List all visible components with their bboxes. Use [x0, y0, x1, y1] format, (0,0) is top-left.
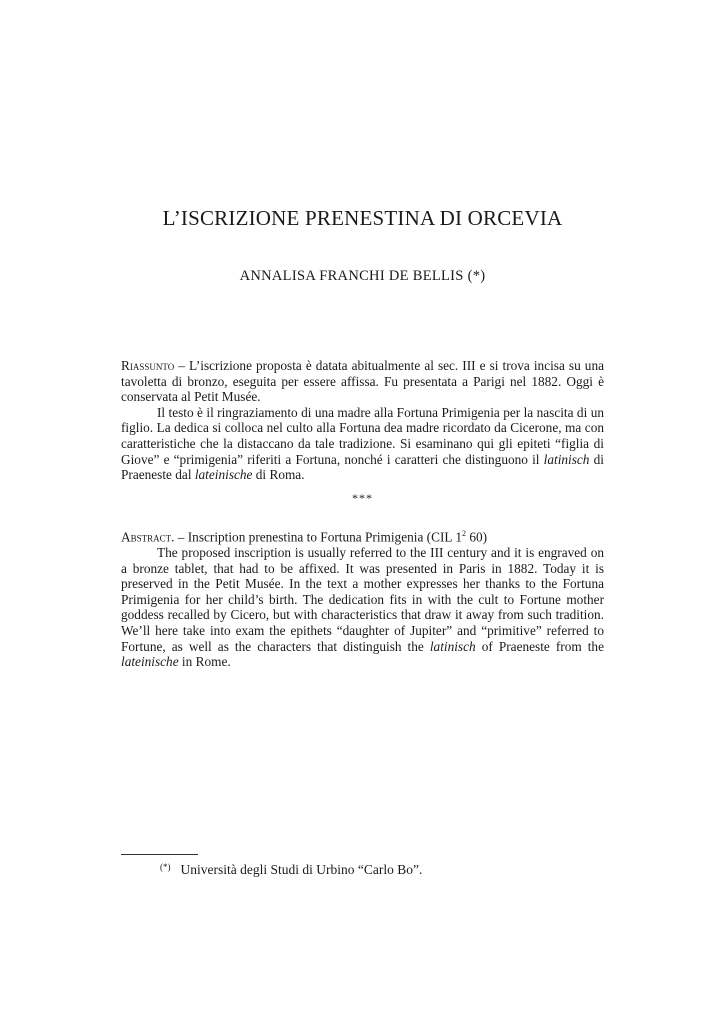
riassunto-text-2c: di Roma.	[252, 467, 305, 483]
riassunto-term-latinisch: latinisch	[543, 451, 590, 467]
abstract-paragraph-1	[121, 545, 604, 670]
abstract-head-end: 60)	[466, 529, 488, 545]
abstract-section	[121, 526, 604, 670]
section-separator: ***	[352, 491, 373, 505]
abstract-head-superscript: 2	[462, 529, 467, 538]
riassunto-text-2a: Il testo è il ringraziamento di una madre alla Fortuna Primigenia per la nascita di un figlio. La dedica si colloca nel culto alla Fortuna dea madre ricordato da Cicerone, ma con caratteristiche che la distaccano da tale tradizione. Si esaminano qui gli epiteti “figlia di Giove” e “primigenia” riferiti a Fortuna, nonché i caratteri che distinguono il	[121, 404, 604, 467]
riassunto-paragraph-2	[121, 405, 604, 483]
abstract-label: Abstract	[121, 529, 172, 545]
paper-title: L’ISCRIZIONE PRENESTINA DI ORCEVIA	[162, 206, 563, 230]
abstract-text-1b: of Praeneste from the	[475, 638, 604, 654]
abstract-head-text: . – Inscription prenestina to Fortuna Primigenia (CIL 1	[171, 529, 463, 545]
footnote-rule	[121, 854, 198, 855]
abstract-text-1a: The proposed inscription is usually referred to the III century and it is engraved on a bronze tablet, that had to be affixed. It was presented in Paris in 1882. Today it is preserved in the Petit Musée. In the text a mother expresses her thanks to the Fortuna Primigenia for her child’s birth. The dedication fits in with the cult to Fortune mother goddess recalled by Cicero, but with characteristics that draw it away from such tradition. We’ll here take into exam the epithets “daughter of Jupiter” and “primitive” referred to Fortune, as well as the characters that distinguish the	[121, 545, 604, 654]
footnote	[160, 862, 422, 878]
abstract-heading	[121, 526, 604, 545]
riassunto-label: Riassunto	[121, 358, 175, 373]
author-line: ANNALISA FRANCHI DE BELLIS (*)	[239, 268, 486, 284]
riassunto-paragraph-1	[121, 358, 604, 405]
abstract-term-latinisch: latinisch	[429, 638, 476, 654]
abstract-text-1c: in Rome.	[178, 654, 231, 670]
abstract-term-lateinische: lateinische	[121, 654, 179, 670]
riassunto-term-lateinische: lateinische	[194, 467, 253, 483]
riassunto-text-1: – L’iscrizione proposta è datata abitualmente al sec. III e si trova incisa su una tavoletta di bronzo, eseguita per essere affissa. Fu presentata a Parigi nel 1882. Oggi è conservata al Petit Musée.	[121, 358, 604, 405]
footnote-text: Università degli Studi di Urbino “Carlo Bo”.	[180, 862, 423, 877]
footnote-marker: (*)	[160, 862, 171, 872]
riassunto-section	[121, 358, 604, 483]
riassunto-text-2b: di Praeneste dal	[121, 451, 604, 483]
